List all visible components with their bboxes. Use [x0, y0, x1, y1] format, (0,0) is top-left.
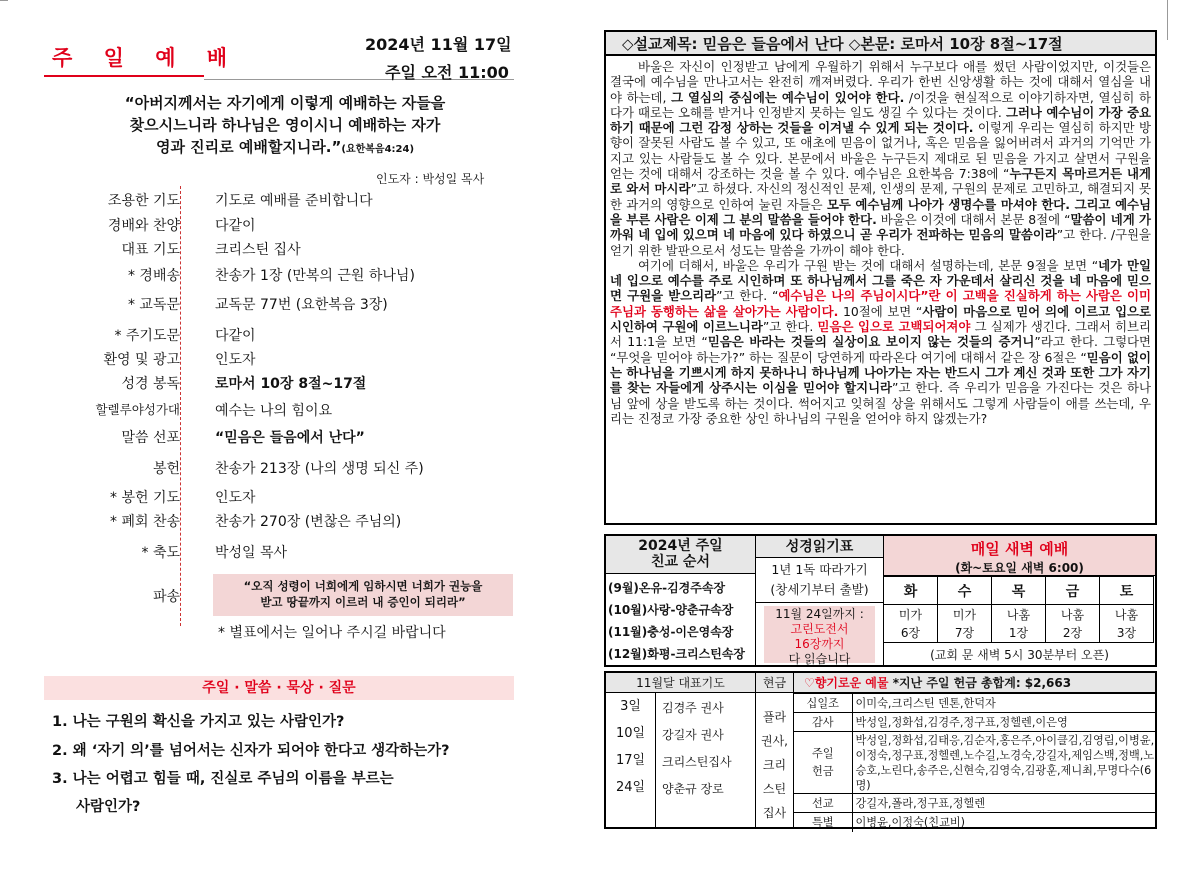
- prayer-name: 김경주 권사: [662, 701, 724, 715]
- sermon-paragraph: [610, 59, 1151, 258]
- fellowship-item: (9월)온유-김경주속장: [608, 581, 726, 595]
- offering-header: [794, 673, 1155, 693]
- prayer-name: 크리스틴집사: [662, 755, 732, 769]
- dawn-book: 미가: [898, 607, 923, 622]
- sermon-text: 이렇게 우리는 열심히 하지만 방향이 잘못된 사람도 볼 수 있고, 또 애초에 믿음이 없거나, 혹은 믿음을 잃어버려서 과거의 기억만 가지고 있는 사람들도 볼 수 있다. 본문에서 바울은 누구든지 제대로 된 믿음을 가지고 살면서 구원을 얻는 것에 대해서 강조하는 것을 볼 수 있다. 예수님은 요한복음 7:38에 “: [610, 120, 1151, 182]
- sermon-text: 10절에 보면 “: [838, 303, 923, 319]
- cash-counter-part: 권사,: [761, 734, 788, 748]
- prayer-name: 강길자 권사: [662, 728, 724, 742]
- sermon-emphasis: 믿음은 바라는 것들의 실상이요 보이지 않는 것들의 증거니: [707, 334, 1035, 350]
- prayer-names: [656, 693, 756, 827]
- question: 사람인가?: [76, 799, 141, 815]
- cash-counter-part: 크리: [762, 758, 787, 772]
- offering-names: 박성일,정화섭,김태응,김순자,홍은주,아이클김,김영림,이병윤,이정숙,정구표,정헬렌,노수길,노경숙,강길자,제임스백,정백,노승호,노린다,송주은,신현숙,김영숙,김광훈,제니최,무명다수(6명): [852, 732, 1156, 794]
- sending-verse: [213, 574, 513, 616]
- offering-table: [794, 693, 1156, 832]
- offering-names: 박성일,정화섭,김경주,정구표,정헬렌,이은영: [852, 713, 1156, 732]
- offering-row: [794, 813, 1156, 832]
- order-value: 인도자: [215, 490, 256, 506]
- sermon-emphasis: 그 열심의 중심에는 예수님이 있어야 한다.: [671, 89, 905, 105]
- offering-names: 이미숙,크리스틴 덴톤,한덕자: [852, 694, 1156, 713]
- order-label: * 봉헌 기도: [110, 490, 180, 506]
- order-label: * 교독문: [127, 297, 180, 313]
- fellowship-item: (11월)충성-이은영속장: [608, 625, 734, 639]
- fellowship-item: (12월)화평-크리스틴속장: [608, 647, 745, 661]
- worship-title: 주 일 예 배: [52, 46, 240, 70]
- offering-kind: 감사: [794, 713, 852, 732]
- bible-plan-line: (창세기부터 출발): [770, 582, 869, 597]
- offering-total: *지난 주일 헌금 총합계: $2,663: [892, 676, 1072, 690]
- bible-reading: [756, 536, 884, 665]
- quote-line: 영과 진리로 예배할지니라.”: [155, 138, 342, 156]
- offering-box: [604, 671, 1157, 829]
- quote-line: 찾으시느니라 하나님은 영이시니 예배하는 자가: [129, 116, 441, 134]
- dawn-reading: [1046, 605, 1100, 643]
- order-divider: [180, 186, 181, 626]
- prayer-dates: [606, 693, 656, 827]
- fellowship-title: [606, 536, 755, 574]
- dawn-book: 나훔: [1060, 607, 1085, 622]
- sermon-red-emphasis: 믿음은 입으로 고백되어져야: [817, 319, 971, 335]
- schedule-box: [604, 534, 1157, 667]
- offering-row: [794, 694, 1156, 713]
- order-label: * 주기도문: [114, 328, 180, 344]
- worship-time: 주일 오전 11:00: [385, 63, 509, 82]
- bible-plan: [756, 558, 883, 603]
- sermon-emphasis: 말씀이 네게 가까워 네 입에 있으며 네 마음에 있다 하였으니 곧 우리가 전파하는 믿음의 말씀이라: [610, 211, 1151, 243]
- dawn-reading: [884, 605, 938, 643]
- dawn-book: 나훔: [1006, 607, 1031, 622]
- quote-line: “아버지께서는 자기에게 이렇게 예배하는 자들을: [124, 94, 446, 112]
- dawn-subtitle: (화~토요일 새벽 6:00): [955, 561, 1084, 575]
- sending-line: 받고 땅끝까지 이르러 내 증인이 되리라”: [260, 595, 466, 609]
- sermon-text: ”고 한다. 즉 우리가 믿음을 가진다는 것은 하나님 앞에 상을 받도록 하는 것이다. 썩어지고 잊혀질 상을 위해서도 그렇게 사람들이 애를 쓰는데, 우리는 진정코 가장 중요한 상인 하나님의 구원을 얻어야 하지 않겠는가?: [610, 380, 1151, 426]
- scripture-quote: [90, 92, 480, 161]
- offering-names: 이병윤,이정숙(친교비): [852, 813, 1156, 832]
- dawn-day: 토: [1100, 577, 1154, 605]
- question: 1. 나는 구원의 확신을 가지고 있는 사람인가?: [52, 714, 345, 730]
- dawn-day: 금: [1046, 577, 1100, 605]
- order-label: 말씀 선포: [121, 430, 180, 446]
- dawn-readings-row: [884, 605, 1154, 643]
- fellowship-item: (10월)사랑-양춘규속장: [608, 603, 734, 617]
- order-label: 경배와 찬양: [107, 218, 180, 234]
- order-label: 할렐루야성가대: [95, 402, 180, 417]
- dawn-note: (교회 문 새벽 5시 30분부터 오픈): [930, 648, 1109, 662]
- questions-title: 주일 · 말씀 · 묵상 · 질문: [44, 676, 514, 700]
- corner-mark: [0, 0, 8, 4]
- dawn-chapter: 3장: [1116, 625, 1137, 640]
- order-value: 찬송가 270장 (변찮은 주님의): [215, 514, 402, 530]
- dawn-reading: [992, 605, 1046, 643]
- question: 2. 왜 ‘자기 의’를 넘어서는 신자가 되어야 한다고 생각하는가?: [52, 743, 450, 759]
- offering-names: 강길자,폴라,정구표,정헬렌: [852, 794, 1156, 813]
- worship-date: 2024년 11월 17일: [365, 35, 512, 54]
- cash-counter-part: 집사: [762, 806, 787, 820]
- leader: 인도자 : 박성일 목사: [376, 172, 485, 186]
- order-value: 인도자: [215, 352, 256, 368]
- prayer-name: 양춘규 장로: [662, 782, 724, 796]
- dawn-book: 나훔: [1114, 607, 1139, 622]
- dawn-day: 목: [992, 577, 1046, 605]
- offering-kind: 선교: [794, 794, 852, 813]
- sermon-header: ◇설교제목: 믿음은 들음에서 난다 ◇본문: 로마서 10장 8절~17절: [606, 32, 1155, 56]
- dawn-chapter: 2장: [1062, 625, 1083, 640]
- offering-row: [794, 732, 1156, 794]
- sermon-text: ”고 하셨다. 자신의 정신적인 문제, 인생의 문제, 구원의 문제로 고민하고, 해결되지 못한 과거의 영향으로 인하여 눌린 자들은: [610, 181, 1151, 212]
- dawn-header: [884, 536, 1155, 576]
- offering-row: [794, 713, 1156, 732]
- quote-reference: (요한복음4:24): [341, 144, 415, 155]
- dawn-chapter: 7장: [954, 625, 975, 640]
- cash-counter: [756, 693, 794, 827]
- question: 3. 나는 어렵고 힘들 때, 진실로 주님의 이름을 부르는: [52, 771, 394, 787]
- sermon-paragraph: [610, 258, 1151, 426]
- order-value: 박성일 목사: [215, 545, 288, 561]
- order-label: 대표 기도: [121, 242, 180, 258]
- order-label: * 폐회 찬송: [110, 514, 180, 530]
- dawn-table: [883, 576, 1154, 643]
- sermon-emphasis: 모두 예수님께 나아가 생명수를 마셔야 한다. 그리고 예수님을 부른 사람은 이제 그 분의 말씀을 들어야 한다.: [610, 196, 1151, 227]
- bible-progress: [764, 606, 875, 666]
- sermon-text: ”라고 한다. 그렇다면 “무엇을 믿어야 하는가?” 하는 질문이 당연하게 따라온다 여기에 대해서 같은 장 6절은 “: [610, 334, 1151, 365]
- offering-row: [794, 794, 1156, 813]
- order-label: 조용한 기도: [107, 193, 180, 209]
- bible-range: 16장까지: [794, 637, 845, 651]
- order-value: 찬송가 213장 (나의 생명 되신 주): [215, 461, 424, 477]
- sermon-text: 바울은 이것에 대해서 본문 8절에 “: [876, 211, 1071, 227]
- order-label: 성경 봉독: [121, 376, 180, 392]
- order-label: 봉헌: [152, 461, 180, 477]
- prayer-date: 10일: [615, 726, 646, 741]
- sermon-red-emphasis: 예수님은 나의 주님이시다”란 이 고백을 진실하게 하는 사람은 이미 주님과 동행하는 삶을 살아가는 사람이다.: [610, 288, 1151, 319]
- dawn-chapter: 6장: [900, 625, 921, 640]
- sermon-text: 그 실제가 생긴다. 그래서 히브리서 11:1을 보면 “: [610, 319, 1151, 350]
- order-label: 환영 및 광고: [103, 352, 180, 368]
- sending-line: “오직 성령이 너희에게 임하시면 너희가 권능을: [243, 579, 483, 593]
- dawn-title: 매일 새벽 예배: [970, 540, 1069, 558]
- order-label: 파송: [152, 589, 180, 605]
- right-page: [600, 0, 1177, 870]
- sermon-text: ”고 한다. “: [716, 288, 779, 304]
- bible-range: 고린도전서: [790, 622, 849, 636]
- bible-end: 다 읽습니다: [788, 652, 851, 666]
- dawn-day: 수: [938, 577, 992, 605]
- sermon-text: /이것을 현실적으로 이야기하자면, 열심히 하다가 때로는 오해를 받거나 인정받지 못하는 일도 생길 수 있다는 것이다.: [610, 89, 1151, 120]
- order-value: 로마서 10장 8절~17절: [215, 376, 367, 392]
- prayer-header: 11월달 대표기도: [606, 673, 756, 693]
- prayer-date: 24일: [615, 780, 646, 795]
- bible-title: 성경읽기표: [756, 536, 883, 558]
- bible-until: 11월 24일까지 :: [775, 607, 864, 621]
- sermon-emphasis: 믿음이 없이는 하나님을 기쁘시게 하지 못하나니 하나님께 나아가는 자는 반드시 그가 계신 것과 또한 그가 자기를 찾는 자들에게 상주시는 이심을 믿어야 할지니라: [610, 349, 1151, 396]
- fellowship-list: [606, 574, 755, 665]
- sermon-text: ”고 한다.: [762, 319, 818, 335]
- sermon-body: [606, 56, 1155, 426]
- order-value: 찬송가 1장 (만복의 근원 하나님): [215, 268, 415, 284]
- title-underline: [44, 75, 204, 77]
- order-value: 기도로 예배를 준비합니다: [215, 193, 373, 209]
- dawn-day: 화: [884, 577, 938, 605]
- standing-note: * 별표에서는 일어나 주시길 바랍니다: [218, 625, 446, 641]
- cash-header: 현금: [756, 673, 794, 693]
- sermon-text: 바울은 자신이 인정받고 남에게 우월하기 위해서 누구보다 애를 썼던 사람이었지만, 이것들은 결국에 예수님을 만나고서는 완전히 깨져버렸다. 우리가 한번 신앙생활 하는 것에 대해서 열심을 내야 하는데,: [610, 59, 1151, 105]
- dawn-book: 미가: [952, 607, 977, 622]
- dawn-days-row: [884, 577, 1154, 605]
- sermon-emphasis: 그러나 예수님이 가장 중요하기 때문에 그런 감정 상하는 것들을 이겨낼 수 있게 되는 것이다.: [610, 104, 1152, 136]
- order-value: 예수는 나의 힘이요: [215, 403, 333, 419]
- bible-plan-line: 1년 1독 따라가기: [771, 562, 868, 577]
- order-label: * 축도: [141, 545, 180, 561]
- cash-counter-part: 플라: [762, 710, 787, 724]
- fellowship-schedule: [606, 536, 756, 665]
- offering-kind: 십일조: [794, 694, 852, 713]
- offering-kind: 주일 헌금: [794, 732, 852, 794]
- dawn-service: [884, 536, 1155, 665]
- order-value: “믿음은 들음에서 난다”: [215, 430, 365, 446]
- fellowship-title-line: 2024년 주일: [638, 538, 723, 554]
- order-value: 교독문 77번 (요한복음 3장): [215, 297, 388, 313]
- sermon-emphasis: 사람이 마음으로 믿어 의에 이르고 입으로 시인하여 구원에 이르느니라: [610, 303, 1151, 335]
- order-value: 다같이: [215, 218, 256, 234]
- sermon-text: ”고 한다. /구원을 얻기 위한 발판으로서 성도는 말씀을 가까이 해야 한다.: [610, 227, 1151, 258]
- offering-kind: 특별: [794, 813, 852, 832]
- sermon-emphasis: 네가 만일 네 입으로 예수를 주로 시인하며 또 하나님께서 그를 죽은 자 가운데서 살리신 것을 네 마음에 믿으면 구원을 받으리라: [610, 257, 1151, 304]
- offering-title: ♡향기로운 예물: [804, 676, 889, 690]
- dawn-chapter: 1장: [1008, 625, 1029, 640]
- prayer-date: 3일: [620, 699, 641, 714]
- sermon-box: [604, 30, 1157, 525]
- order-value: 다같이: [215, 328, 256, 344]
- fellowship-title-line: 친교 순서: [651, 554, 710, 570]
- order-value: 크리스틴 집사: [215, 242, 301, 258]
- dawn-reading: [938, 605, 992, 643]
- sermon-emphasis: 누구든지 목마르거든 내게로 와서 마시라: [610, 166, 1151, 197]
- cash-counter-part: 스틴: [762, 782, 787, 796]
- left-page: [0, 0, 560, 870]
- prayer-date: 17일: [615, 753, 646, 768]
- sermon-text: 여기에 더해서, 바울은 우리가 구원 받는 것에 대해서 설명하는데, 본문 9절을 보면 “: [638, 257, 1099, 273]
- dawn-reading: [1100, 605, 1154, 643]
- order-label: * 경배송: [127, 268, 180, 284]
